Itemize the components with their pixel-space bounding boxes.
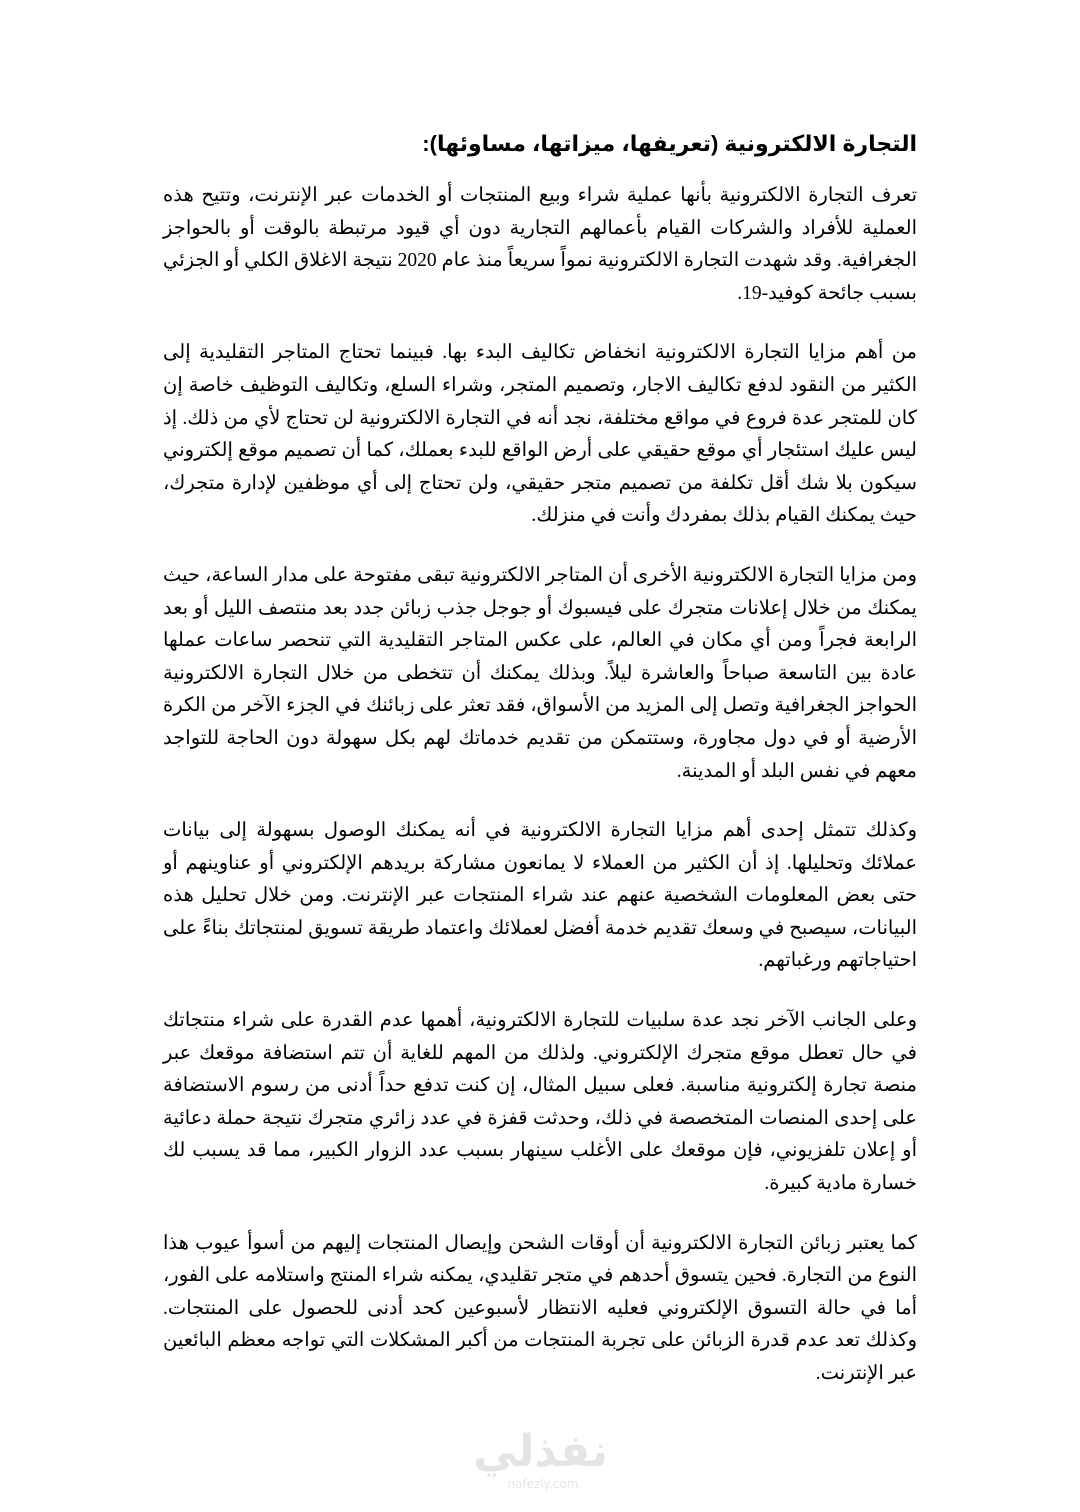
nafezly-watermark xyxy=(473,1426,608,1508)
paragraph-always-open: ومن مزايا التجارة الالكترونية الأخرى أن المتاجر الالكترونية تبقى مفتوحة على مدار الساعة، حيث يمكنك من خلال إعلانات متجرك على فيسبوك أو جوجل جذب زبائن جدد بعد منتصف الليل أو بعد الرابعة فجراً ومن أي مكان في العالم، على عكس المتاجر التقليدية التي تنحصر ساعات عملها عادة بين التاسعة صباحاً والعاشرة ليلاً. وبذلك يمكنك أن تتخطى من خلال التجارة الالكترونية الحواجز الجغرافية وتصل إلى المزيد من الأسواق، فقد تعثر على زبائنك في الجزء الآخر من الكرة الأرضية أو في دول مجاورة، وستتمكن من تقديم خدماتك لهم بكل سهولة دون الحاجة للتواجد معهم في نفس البلد أو المدينة. xyxy=(163,564,917,782)
document-body xyxy=(163,128,917,1418)
paragraph-shipping-delays: كما يعتبر زبائن التجارة الالكترونية أن أوقات الشحن وإيصال المنتجات إليهم من أسوأ عيوب هذا النوع من التجارة. فحين يتسوق أحدهم في متجر تقليدي، يمكنه شراء المنتج واستلامه على الفور، أما في حالة التسوق الإلكتروني فعليه الانتظار لأسبوعين كحد أدنى للحصول على المنتجات. وكذلك تعد عدم قدرة الزبائن على تجربة المنتجات من أكبر المشكلات التي تواجه معظم البائعين عبر الإنترنت. xyxy=(163,1232,917,1384)
watermark-site: nafezly.com xyxy=(507,1477,579,1491)
paragraph-low-startup-cost: من أهم مزايا التجارة الالكترونية انخفاض تكاليف البدء بها. فبينما تحتاج المتاجر التقليدية إلى الكثير من النقود لدفع تكاليف الاجار، وتصميم المتجر، وشراء السلع، وتكاليف التوظيف خاصة إن كان للمتجر عدة فروع في مواقع مختلفة، نجد أنه في التجارة الالكترونية لن تحتاج لأي من ذلك. إذ ليس عليك استئجار أي موقع حقيقي على أرض الواقع للبدء بعملك، كما أن تصميم موقع إلكتروني سيكون بلا شك أقل تكلفة من تصميم متجر حقيقي، ولن تحتاج إلى أي موظفين لإدارة متجرك، حيث يمكنك القيام بذلك بمفردك وأنت في منزلك. xyxy=(163,342,917,527)
paragraph-customer-data: وكذلك تتمثل إحدى أهم مزايا التجارة الالكترونية في أنه يمكنك الوصول بسهولة إلى بيانات عملائك وتحليلها. إذ أن الكثير من العملاء لا يمانعون مشاركة بريدهم الإلكتروني أو عناوينهم أو حتى بعض المعلومات الشخصية عنهم عند شراء المنتجات عبر الإنترنت. ومن خلال تحليل هذه البيانات، سيصبح في وسعك تقديم خدمة أفضل لعملائك واعتماد طريقة تسويق لمنتجاتك بناءً على احتياجاتهم ورغباتهم. xyxy=(163,820,917,972)
paragraph-downtime-risk: وعلى الجانب الآخر نجد عدة سلبيات للتجارة الالكترونية، أهمها عدم القدرة على شراء منتجاتك في حال تعطل موقع متجرك الإلكتروني. ولذلك من المهم للغاية أن تتم استضافة موقعك عبر منصة تجارة إلكترونية مناسبة. فعلى سبيل المثال، إن كنت تدفع حداً أدنى من رسوم الاستضافة على إحدى المنصات المتخصصة في ذلك، وحدثت قفزة في عدد زائري متجرك نتيجة حملة دعائية أو إعلان تلفزيوني، فإن موقعك على الأغلب سينهار بسبب عدد الزوار الكبير، مما قد يسبب لك خسارة مادية كبيرة. xyxy=(163,1010,917,1195)
paragraph-definition: تعرف التجارة الالكترونية بأنها عملية شراء وبيع المنتجات أو الخدمات عبر الإنترنت، وتتيح هذه العملية للأفراد والشركات القيام بأعمالهم التجارية دون أي قيود مرتبطة بالوقت أو بالحواجز الجغرافية. وقد شهدت التجارة الالكترونية نمواً سريعاً منذ عام 2020 نتيجة الاغلاق الكلي أو الجزئي بسبب جائحة كوفيد-19. xyxy=(163,185,917,304)
page-title: التجارة الالكترونية (تعريفها، ميزاتها، مساوئها): xyxy=(422,131,917,156)
watermark-logo: نفذلي xyxy=(473,1426,608,1477)
